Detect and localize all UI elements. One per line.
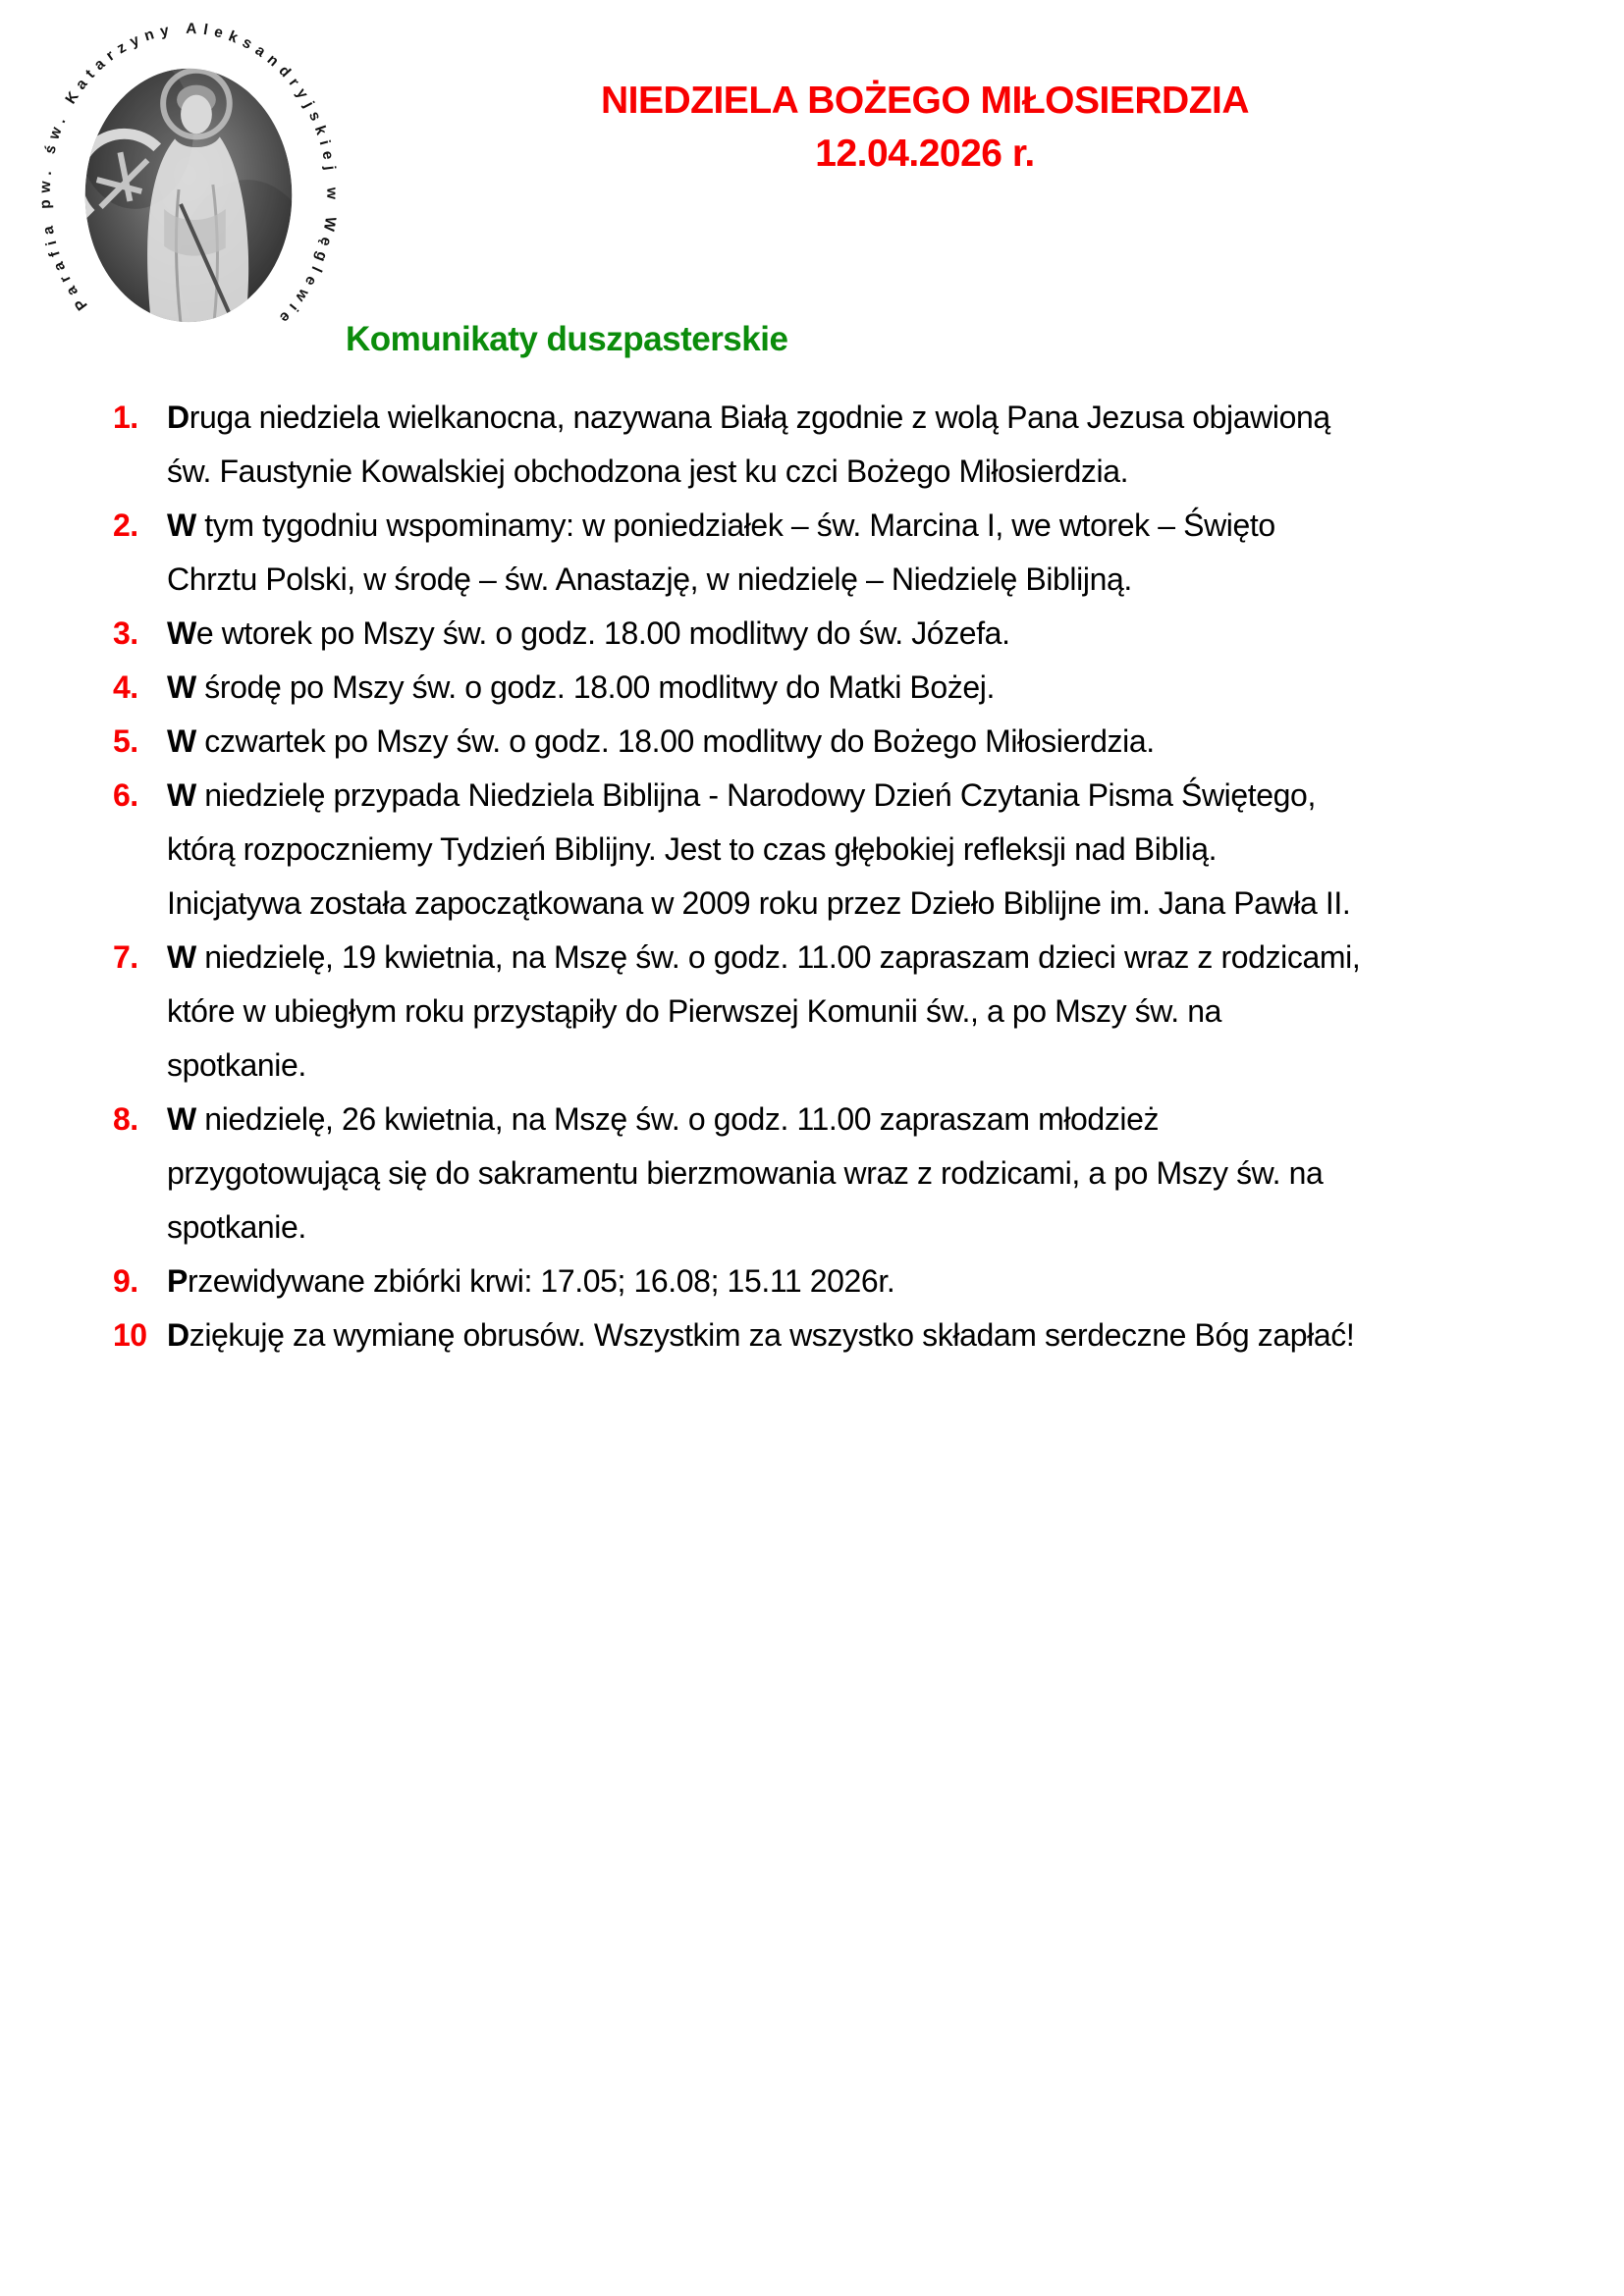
item-number: 3. (113, 615, 138, 651)
item-lead-letter: W (167, 507, 196, 543)
item-text (167, 499, 1566, 607)
item-text-line: Dziękuję za wymianę obrusów. Wszystkim za wszystko składam serdeczne Bóg zapłać! (167, 1317, 1355, 1353)
item-number: 8. (113, 1101, 138, 1137)
item-lead-letter: W (167, 939, 196, 975)
item-text-line: Chrztu Polski, w środę – św. Anastazję, w niedzielę – Niedzielę Biblijną. (167, 561, 1132, 597)
announcement-item (113, 715, 1566, 769)
item-number: 10 (113, 1317, 147, 1353)
item-lead-letter: D (167, 1317, 189, 1353)
item-text (167, 715, 1566, 769)
announcement-item (113, 769, 1566, 931)
item-number: 1. (113, 400, 138, 435)
item-number: 2. (113, 507, 138, 543)
logo-ring-text: Parafia pw. św. Katarzyny Aleksandryjskiej w Węglewie (36, 20, 341, 331)
item-lead-letter: D (167, 400, 189, 435)
item-text (167, 1255, 1566, 1308)
item-text-line: spotkanie. (167, 1047, 306, 1083)
item-lead-letter: W (167, 723, 196, 759)
item-number: 4. (113, 669, 138, 705)
announcement-item (113, 607, 1566, 661)
item-text (167, 769, 1566, 931)
item-text (167, 1093, 1566, 1255)
announcements-list (113, 391, 1566, 1362)
item-lead-letter: W (167, 1101, 196, 1137)
item-text-line: Inicjatywa została zapoczątkowana w 2009 roku przez Dzieło Biblijne im. Jana Pawła II. (167, 885, 1351, 921)
item-text-line: św. Faustynie Kowalskiej obchodzona jest ku czci Bożego Miłosierdzia. (167, 454, 1129, 489)
announcement-item (113, 931, 1566, 1093)
section-heading: Komunikaty duszpasterskie (346, 320, 788, 358)
item-text-line: We wtorek po Mszy św. o godz. 18.00 modlitwy do św. Józefa. (167, 615, 1010, 651)
announcement-item (113, 1308, 1566, 1362)
saint-catherine-illustration (32, 12, 345, 367)
item-text (167, 661, 1566, 715)
item-text-line: przygotowującą się do sakramentu bierzmowania wraz z rodzicami, a po Mszy św. na (167, 1155, 1324, 1191)
item-text-line: Druga niedziela wielkanocna, nazywana Białą zgodnie z wolą Pana Jezusa objawioną (167, 400, 1330, 435)
item-text-line: W niedzielę, 19 kwietnia, na Mszę św. o godz. 11.00 zapraszam dzieci wraz z rodzicami, (167, 939, 1361, 975)
document-header (226, 75, 1624, 181)
item-number: 9. (113, 1263, 138, 1299)
item-text-line: W środę po Mszy św. o godz. 18.00 modlitwy do Matki Bożej. (167, 669, 995, 705)
item-lead-letter: W (167, 669, 196, 705)
item-text-line: W czwartek po Mszy św. o godz. 18.00 modlitwy do Bożego Miłosierdzia. (167, 723, 1155, 759)
item-text-line: W tym tygodniu wspominamy: w poniedziałek – św. Marcina I, we wtorek – Święto (167, 507, 1275, 543)
announcement-item (113, 391, 1566, 499)
item-text (167, 931, 1566, 1093)
item-number: 7. (113, 939, 138, 975)
document-date: 12.04.2026 r. (815, 133, 1035, 175)
document-title: NIEDZIELA BOŻEGO MIŁOSIERDZIA (600, 80, 1250, 122)
announcement-item (113, 1255, 1566, 1308)
item-lead-letter: W (167, 777, 196, 813)
item-text-line: W niedzielę przypada Niedziela Biblijna - Narodowy Dzień Czytania Pisma Świętego, (167, 777, 1316, 813)
item-text-line: spotkanie. (167, 1209, 306, 1245)
item-text-line: które w ubiegłym roku przystąpiły do Pierwszej Komunii św., a po Mszy św. na (167, 993, 1222, 1029)
item-lead-letter: P (167, 1263, 188, 1299)
item-text (167, 391, 1566, 499)
item-text (167, 607, 1566, 661)
item-number: 6. (113, 777, 138, 813)
item-text-line: W niedzielę, 26 kwietnia, na Mszę św. o godz. 11.00 zapraszam młodzież (167, 1101, 1160, 1137)
item-text (167, 1308, 1566, 1362)
announcement-item (113, 499, 1566, 607)
item-number: 5. (113, 723, 138, 759)
announcement-item (113, 1093, 1566, 1255)
item-text-line: Przewidywane zbiórki krwi: 17.05; 16.08; 15.11 2026r. (167, 1263, 895, 1299)
announcement-item (113, 661, 1566, 715)
item-lead-letter: W (167, 615, 196, 651)
parish-logo (32, 12, 345, 367)
item-text-line: którą rozpoczniemy Tydzień Biblijny. Jest to czas głębokiej refleksji nad Biblią. (167, 831, 1218, 867)
